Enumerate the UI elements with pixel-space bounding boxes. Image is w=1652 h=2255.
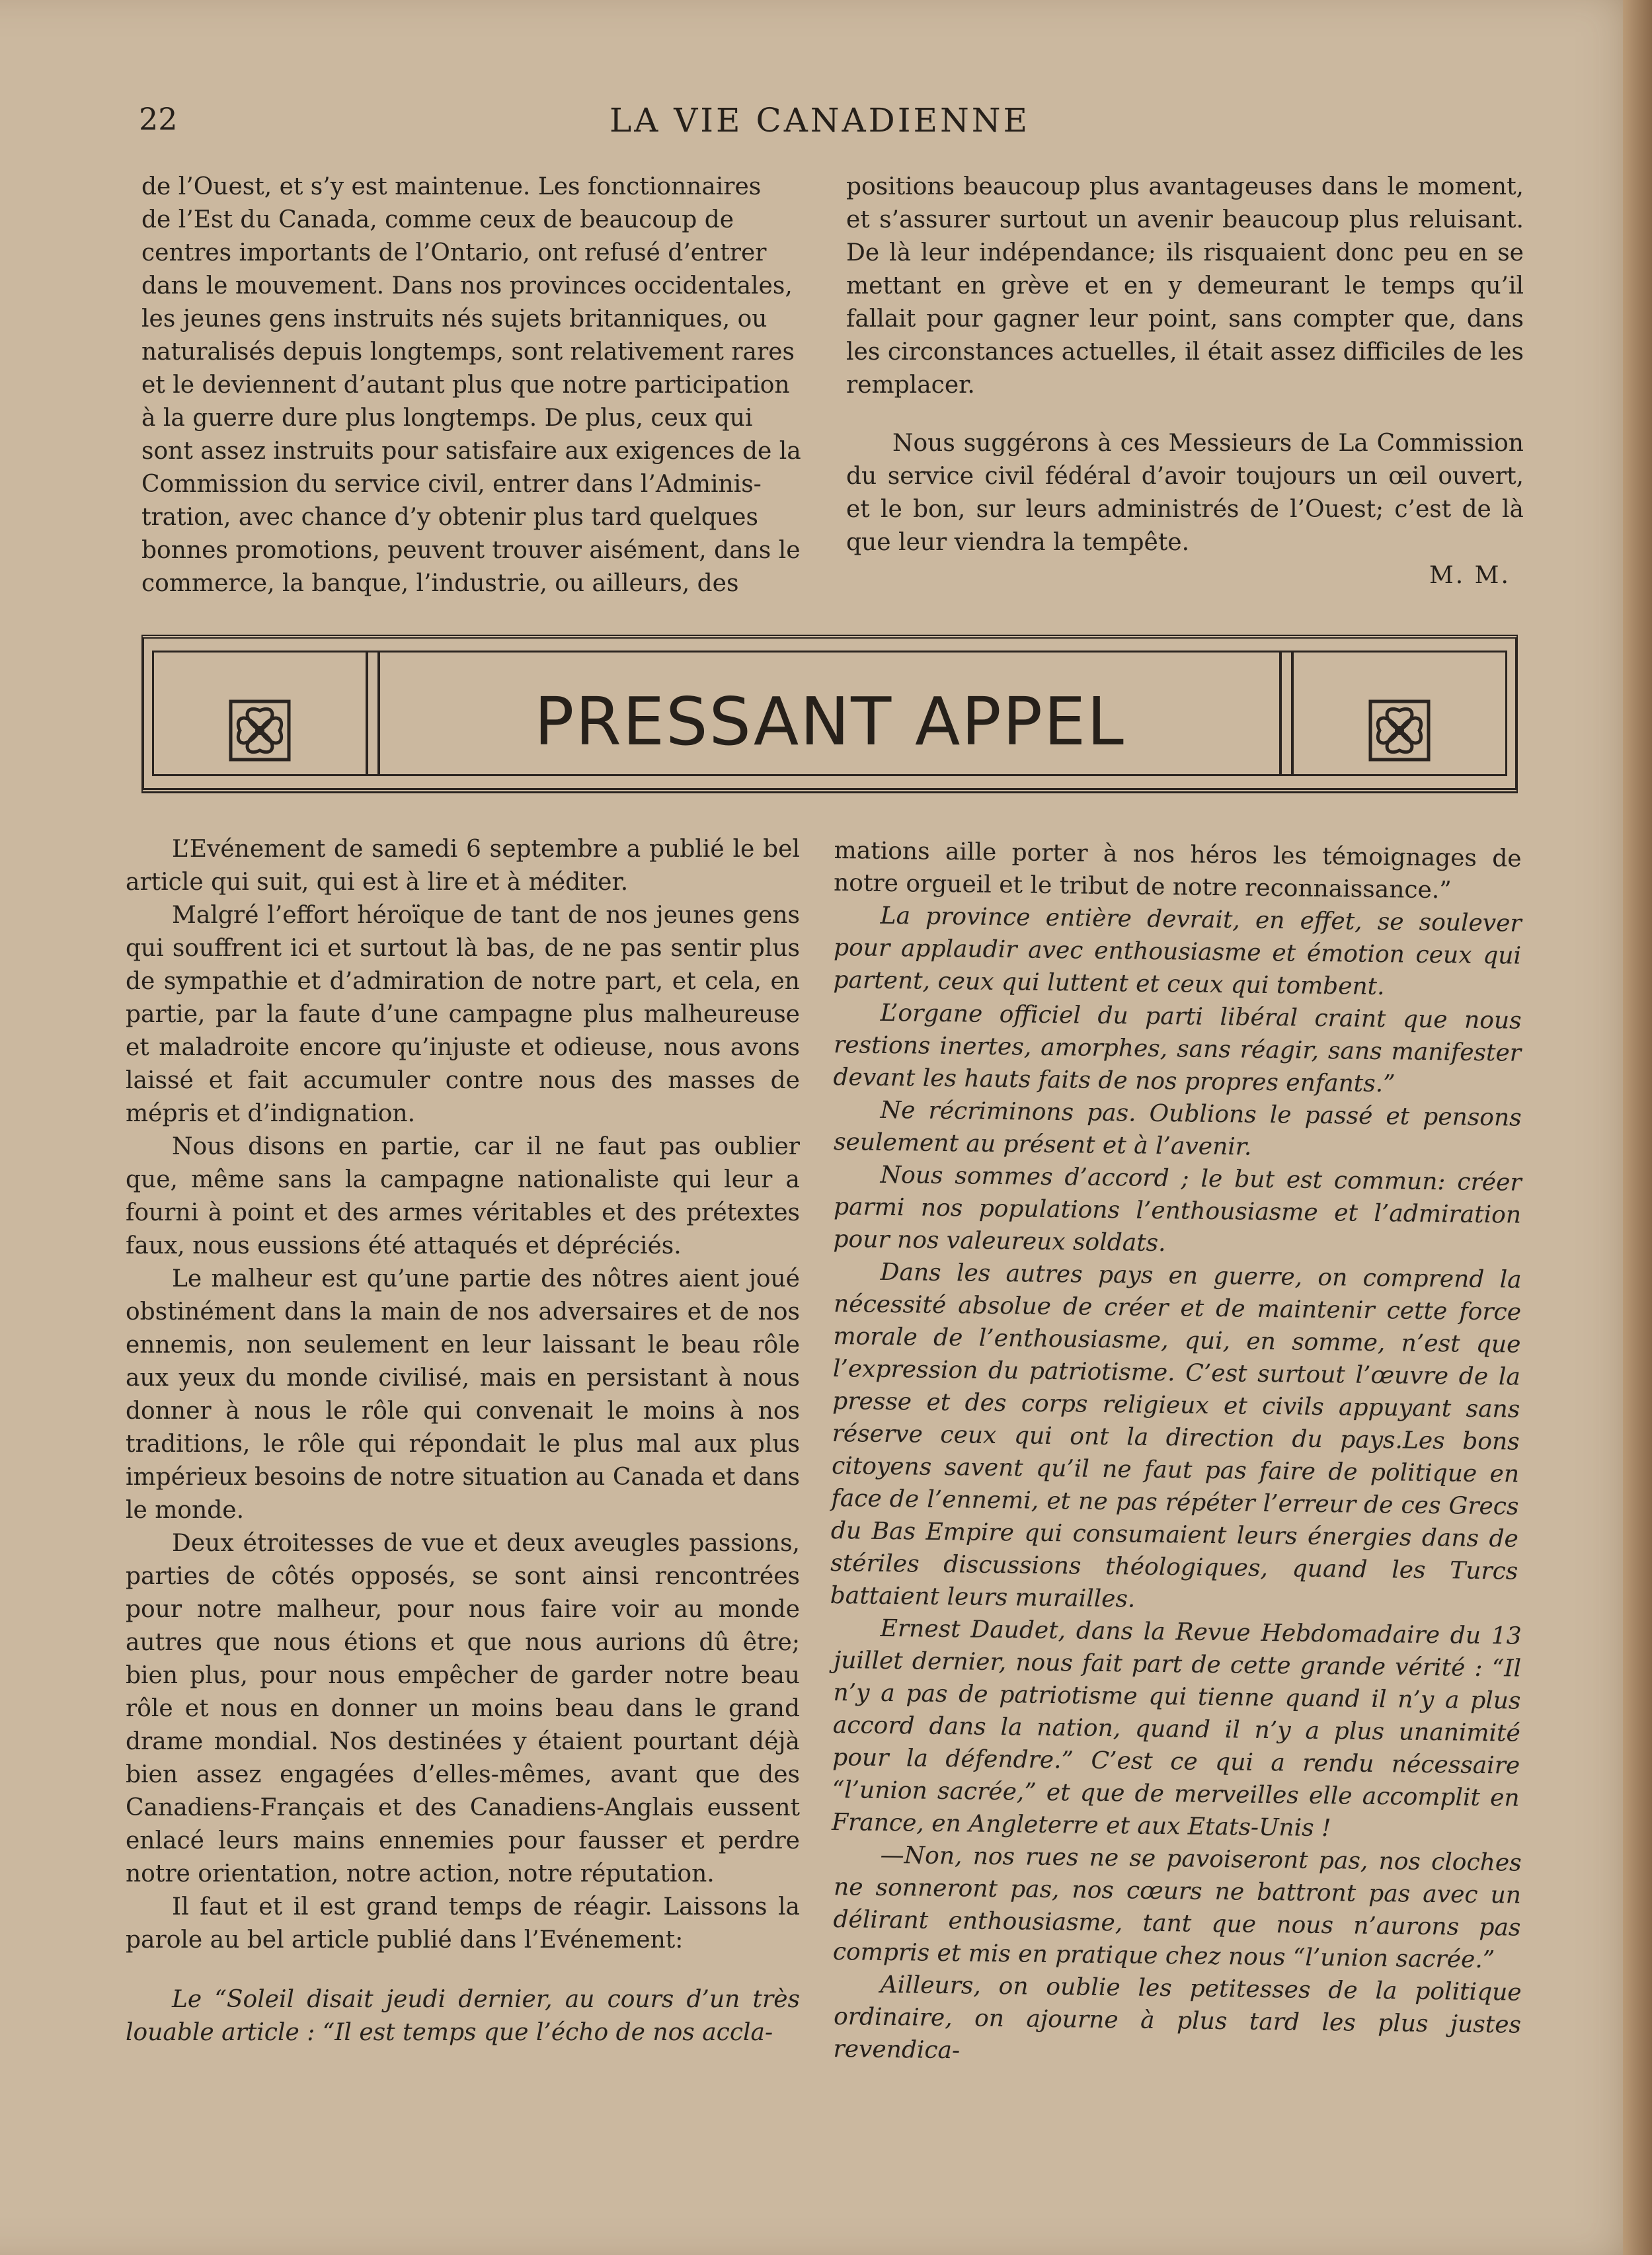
text-line: tration, avec chance d’y obtenir plus tard quelques [141, 504, 758, 531]
text-line: commerce, la banque, l’industrie, ou ailleurs, des [141, 570, 739, 597]
spacer [126, 1957, 800, 1983]
page-edge-shadow [1623, 0, 1652, 2255]
text-line: Commission du service civil, entrer dans l’Adminis- [141, 471, 762, 498]
paragraph: Malgré l’effort héroïque de tant de nos jeunes gens qui souffrent ici et surtout là bas, de ne pas sentir plus de sympathie et d’admiration de notre part, et cela, en partie, par la faute d’une campagne plus malheureuse et maladroite encore qu’injuste et odieuse, nous avons laissé et fait accumuler contre nous des masses de mépris et d’indignation. [126, 902, 800, 1127]
paragraph: positions beaucoup plus avantageuses dans le moment, et s’assurer surtout un avenir beaucoup plus reluisant. De là leur indépendance; ils risquaient donc peu en se mettant en grève et en y demeurant le temps qu’il fallait pour gagner leur point, sans compter que, dans les circonstances actuelles, il était assez difficiles de les remplacer. [846, 173, 1524, 399]
text-line: centres importants de l’Ontario, ont refusé d’entrer [141, 239, 767, 266]
paragraph: Le “Soleil disait jeudi dernier, au cours d’un très louable article : “Il est temps que l’écho de nos accla- [126, 1986, 800, 2046]
paragraph: Le malheur est qu’une partie des nôtres aient joué obstinément dans la main de nos adversaires et de nos ennemis, non seulement en leur laissant le beau rôle aux yeux du monde civilisé, mais en persistant à nous donner à nous le rôle qui convenait le moins à nos traditions, le rôle qui répondait le plus mal aux plus impérieux besoins de notre situation au Canada et dans le monde. [126, 1265, 800, 1524]
page-number: 22 [139, 101, 178, 137]
text-line: et le deviennent d’autant plus que notre participation [141, 372, 790, 399]
paragraph: Deux étroitesses de vue et deux aveugles passions, parties de côtés opposés, se sont ainsi rencontrées pour notre malheur, pour nous faire voir au monde autres que nous étions et que nous aurions dû être; bien plus, pour nous empêcher de garder notre beau rôle et nous en donner un moins beau dans le grand drame mondial. Nos destinées y étaient pourtant déjà bien assez engagées d’elles-mêmes, avant que des Canadiens-Français et des Canadiens-Anglais eussent enlacé leurs mains ennemies pour fausser et perdre notre orientation, notre action, notre réputation. [126, 1530, 800, 1887]
paragraph: —Non, nos rues ne se pavoiseront pas, nos cloches ne sonneront pas, nos cœurs ne battront pas avec un délirant enthousiasme, tant que nous n’aurons pas compris et mis en pratique chez nous “l’union sacrée.” [832, 1841, 1522, 1974]
bottom-left-column [126, 833, 800, 2049]
text-line: bonnes promotions, peuvent trouver aisément, dans le [141, 537, 801, 564]
paragraph: Nous suggérons à ces Messieurs de La Commission du service civil fédéral d’avoir toujours un œil ouvert, et le bon, sur leurs administrés de l’Ouest; c’est de là que leur viendra la tempête. [846, 430, 1524, 556]
text-line: sont assez instruits pour satisfaire aux exigences de la [141, 438, 801, 465]
paragraph: Nous disons en partie, car il ne faut pas oublier que, même sans la campagne nationaliste qui leur a fourni à point et des armes véritables et des prétextes faux, nous eussions été attaqués et dépréciés. [126, 1133, 800, 1259]
banner-divider-left [366, 653, 380, 774]
top-left-column [141, 171, 816, 600]
text-line: naturalisés depuis longtemps, sont relativement rares [141, 338, 795, 366]
top-right-column [846, 171, 1524, 592]
journal-title: LA VIE CANADIENNE [609, 101, 1031, 139]
paragraph: L’Evénement de samedi 6 septembre a publié le bel article qui suit, qui est à lire et à méditer. [126, 836, 800, 896]
paragraph: Ernest Daudet, dans la Revue Hebdomadaire du 13 juillet dernier, nous fait part de cette grande vérité : “Il n’y a pas de patriotisme qui tienne quand il n’y a plus accord dans la nation, quand il n’y a plus unanimité pour la défendre.” C’est ce qui a rendu nécessaire “l’union sacrée,” et que de merveilles elle accomplit en France, en Angleterre et aux Etats-Unis ! [831, 1614, 1522, 1842]
bottom-right-column [830, 834, 1522, 2065]
page-header [139, 96, 1501, 149]
author-signature: M. M. [1429, 562, 1511, 589]
text-line: de l’Ouest, et s’y est maintenue. Les fonctionnaires [141, 173, 762, 200]
text-line: les jeunes gens instruits nés sujets britanniques, ou [141, 305, 767, 333]
quatrefoil-ornament-icon [227, 697, 293, 764]
banner-divider-right [1279, 653, 1294, 774]
paragraph: Ailleurs, on oublie les petitesses de la politique ordinaire, on ajourne à plus tard les plus justes revendica- [833, 1971, 1522, 2065]
paragraph: L’organe officiel du parti libéral craint que nous restions inertes, amorphes, sans réagir, sans manifester devant les hauts faits de nos propres enfants.” [833, 999, 1522, 1098]
text-line: de l’Est du Canada, comme ceux de beaucoup de [141, 206, 734, 233]
paragraph: La province entière devrait, en effet, se soulever pour applaudir avec enthousiasme et émotion ceux qui partent, ceux qui luttent et ceux qui tombent. [833, 902, 1522, 1001]
article-title-banner [141, 635, 1518, 793]
paragraph: Ne récriminons pas. Oublions le passé et pensons seulement au présent et à l’avenir. [833, 1096, 1522, 1161]
text-line: à la guerre dure plus longtemps. De plus, ceux qui [141, 405, 753, 432]
paragraph: Nous sommes d’accord ; le but est commun: créer parmi nos populations l’enthousiasme et l’admiration pour nos valeureux soldats. [833, 1161, 1522, 1257]
banner-frame [152, 651, 1507, 776]
paragraph: mations aille porter à nos héros les témoignages de notre orgueil et le tribut de notre reconnaissance.” [833, 836, 1522, 904]
quatrefoil-ornament-icon [1366, 697, 1433, 764]
paragraph: Il faut et il est grand temps de réagir. Laissons la parole au bel article publié dans l’Evénement: [126, 1893, 800, 1954]
article-title: PRESSANT APPEL [534, 683, 1125, 760]
text-line: dans le mouvement. Dans nos provinces occidentales, [141, 272, 793, 299]
paragraph: Dans les autres pays en guerre, on comprend la nécessité absolue de créer et de maintenir cette force morale de l’enthousiasme, qui, en somme, n’est que l’expression du patriotisme. C’est surtout l’œuvre de la presse et des corps religieux et civils appuyant sans réserve ceux qui ont la direction du pays.Les bons citoyens savent qu’il ne faut pas faire de politique en face de l’ennemi, et ne pas répéter l’erreur de ces Grecs du Bas Empire qui consumaient leurs énergies dans de stériles discussions théologiques, quand les Turcs battaient leurs murailles. [830, 1258, 1522, 1613]
